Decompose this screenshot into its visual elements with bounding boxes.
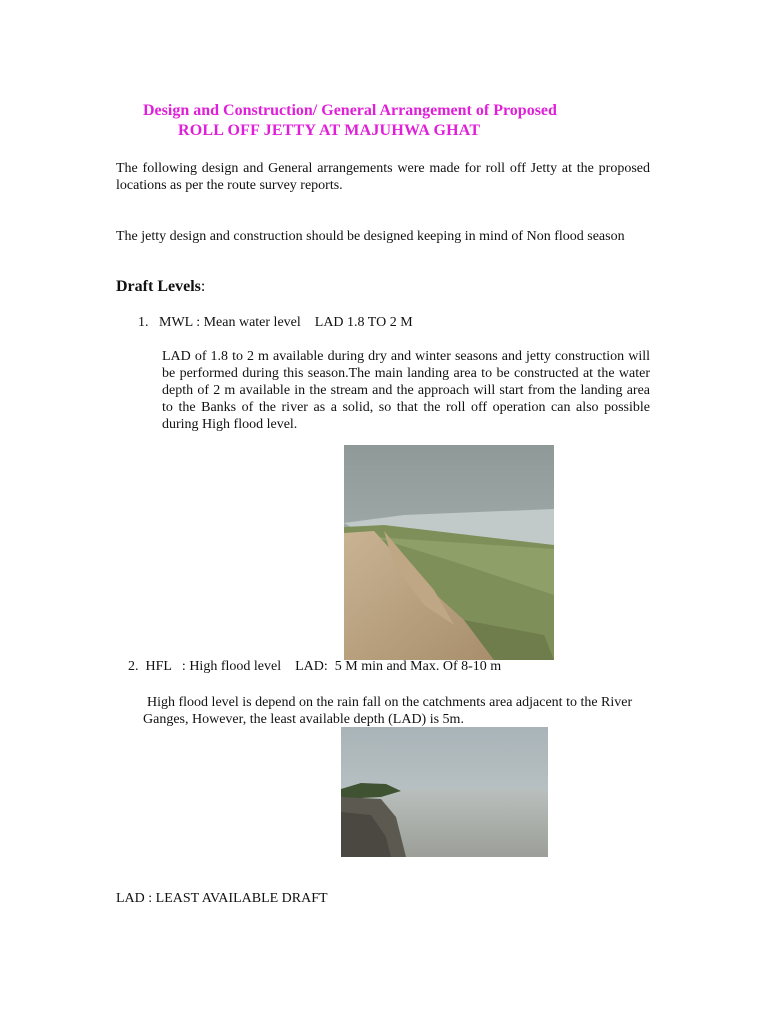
draft-item-1-description: LAD of 1.8 to 2 m available during dry and winter seasons and jetty construction will be performed during this season.The main landing area to be constructed at the water depth of 2 m available in the stream and the approach will start from the landing area to the Banks of the river as a solid, so that the roll off operation can also possible during High flood level. xyxy=(162,349,650,432)
draft-item-2 xyxy=(128,659,501,675)
lad-definition-note: LAD : LEAST AVAILABLE DRAFT xyxy=(116,891,328,906)
document-title-line-2: ROLL OFF JETTY AT MAJUHWA GHAT xyxy=(178,122,481,139)
jetty-design-paragraph: The jetty design and construction should be designed keeping in mind of Non flood season xyxy=(116,229,625,244)
draft-item-2-value: LAD: 5 M min and Max. Of 8-10 m xyxy=(295,659,502,674)
intro-paragraph: The following design and General arrangements were made for roll off Jetty at the proposed locations as per the route survey reports. xyxy=(116,161,650,193)
draft-levels-heading-colon: : xyxy=(200,278,206,295)
photo-river-high-flood xyxy=(341,727,548,857)
draft-item-1-value: LAD 1.8 TO 2 M xyxy=(314,315,413,330)
draft-levels-heading xyxy=(116,278,205,296)
photo-river-bank-dry-season xyxy=(344,445,554,660)
draft-levels-heading-text: Draft Levels xyxy=(116,278,201,295)
draft-item-2-label: HFL : High flood level xyxy=(145,659,282,674)
draft-item-2-description: High flood level is depend on the rain fall on the catchments area adjacent to the River Ganges, However, the least available depth (LAD) is 5m. xyxy=(143,695,633,727)
draft-item-1 xyxy=(138,315,413,331)
draft-item-1-label: MWL : Mean water level xyxy=(159,315,301,330)
draft-item-2-number: 2. xyxy=(128,659,139,674)
document-title-line-1: Design and Construction/ General Arrangement of Proposed xyxy=(143,102,557,119)
draft-item-1-number: 1. xyxy=(138,315,149,330)
